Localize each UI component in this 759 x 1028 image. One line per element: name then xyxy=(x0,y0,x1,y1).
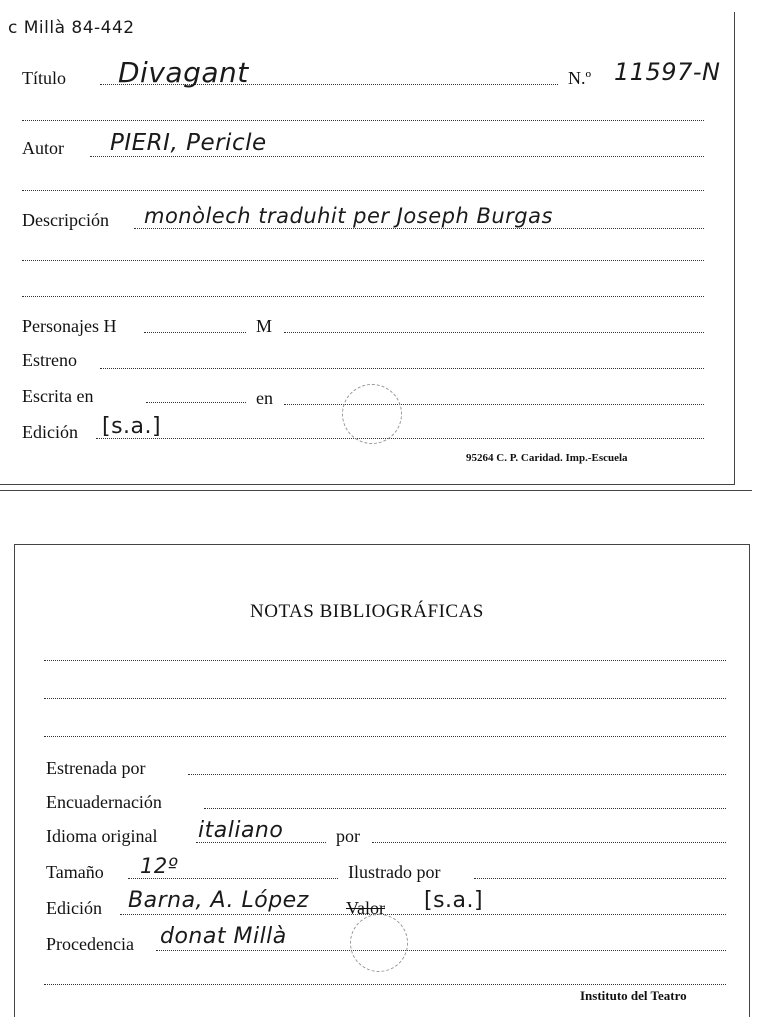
tamano-line xyxy=(128,878,338,879)
tamano-label: Tamaño xyxy=(46,862,104,882)
descripcion-line xyxy=(134,228,704,229)
descripcion-value: monòlech traduhit per Joseph Burgas xyxy=(144,204,553,228)
autor-line xyxy=(90,156,704,157)
tamano-value: 12º xyxy=(140,854,179,878)
printer-imprint: 95264 C. P. Caridad. Imp.-Escuela xyxy=(466,452,628,464)
valor-value: [s.a.] xyxy=(424,888,484,913)
edicion-label: Edición xyxy=(22,422,78,442)
personajes-h-line xyxy=(144,332,246,333)
estreno-line xyxy=(100,368,704,369)
escrita-label: Escrita en xyxy=(22,386,94,406)
notas-line-1 xyxy=(44,660,726,661)
notas-line-3 xyxy=(44,736,726,737)
descripcion-label: Descripción xyxy=(22,210,109,230)
edicion2-label: Edición xyxy=(46,898,102,918)
encuadernacion-line xyxy=(204,808,726,809)
edicion-line xyxy=(96,438,704,439)
institute-footer: Instituto del Teatro xyxy=(580,988,687,1003)
divider-line-4 xyxy=(22,296,704,297)
divider-line-3 xyxy=(22,260,704,261)
escrita-line xyxy=(146,402,246,403)
personajes-label: Personajes H xyxy=(22,316,117,336)
encuadernacion-label: Encuadernación xyxy=(46,792,162,812)
numero-label: N.º xyxy=(568,68,592,88)
idioma-value: italiano xyxy=(198,818,284,843)
procedencia-label: Procedencia xyxy=(46,934,134,954)
procedencia-line xyxy=(156,950,726,951)
ilustrado-line xyxy=(474,878,726,879)
autor-label: Autor xyxy=(22,138,64,158)
numero-value: 11597-N xyxy=(614,58,721,86)
top-card-bottom-edge xyxy=(0,490,752,491)
estrenada-line xyxy=(188,774,726,775)
titulo-value: Divagant xyxy=(118,56,249,89)
punch-hole-top xyxy=(342,384,402,444)
idioma-por-line xyxy=(372,842,726,843)
divider-line-2 xyxy=(22,190,704,191)
estreno-label: Estreno xyxy=(22,350,77,370)
personajes-m-line xyxy=(284,332,704,333)
divider-line-1 xyxy=(22,120,704,121)
personajes-m-label: M xyxy=(256,316,273,336)
notas-heading: NOTAS BIBLIOGRÁFICAS xyxy=(250,601,484,622)
autor-value: PIERI, Pericle xyxy=(110,130,267,156)
idioma-por-label: por xyxy=(336,826,360,846)
edicion2-value: Barna, A. López xyxy=(128,888,309,913)
notas-line-2 xyxy=(44,698,726,699)
procedencia-value: donat Millà xyxy=(160,924,287,949)
notas-line-last xyxy=(44,984,726,985)
escrita-en-label: en xyxy=(256,388,273,408)
valor-label: Valor xyxy=(346,898,385,918)
ilustrado-label: Ilustrado por xyxy=(348,862,441,882)
titulo-label: Título xyxy=(22,68,66,88)
punch-hole-bottom xyxy=(350,914,408,972)
edicion2-line xyxy=(120,914,726,915)
estrenada-label: Estrenada por xyxy=(46,758,146,778)
archive-mark: c Millà 84-442 xyxy=(8,18,135,38)
idioma-label: Idioma original xyxy=(46,826,158,846)
edicion-value: [s.a.] xyxy=(102,414,162,439)
